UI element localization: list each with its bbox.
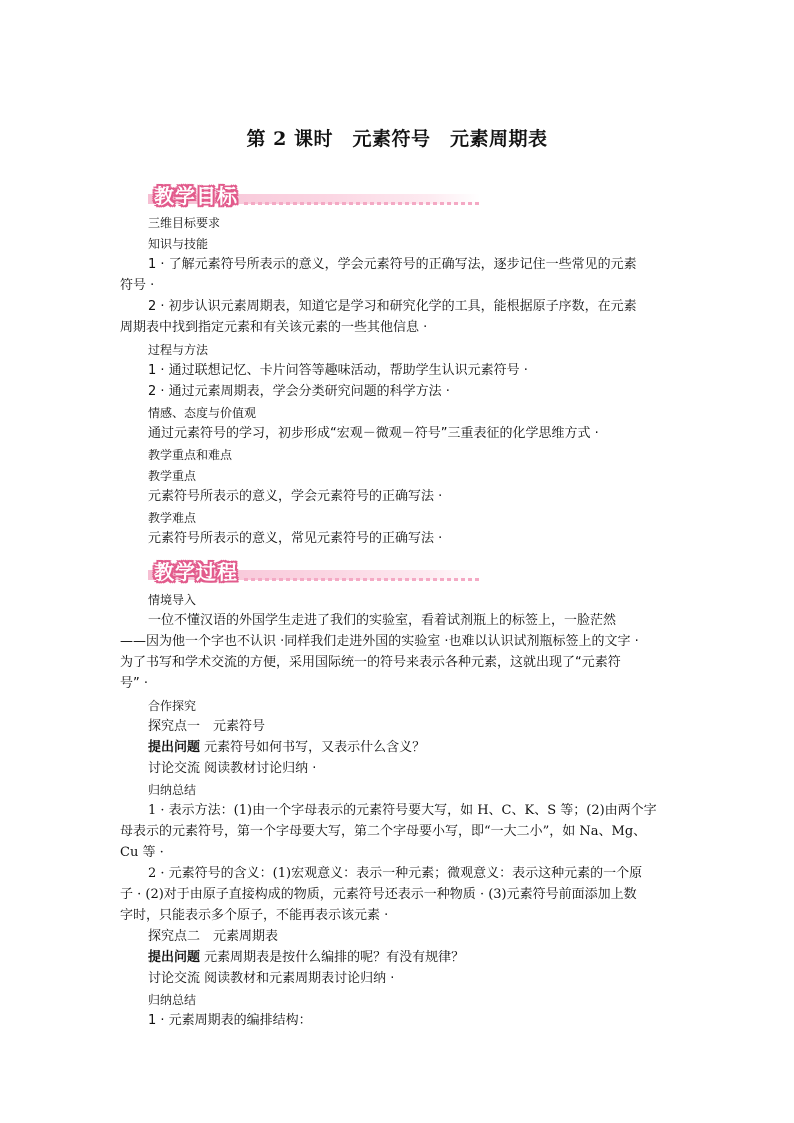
- section-banner-teaching-process: [148, 556, 480, 582]
- text-line: [148, 970, 394, 988]
- text-line: 符号 ·: [120, 278, 155, 293]
- banner-decoration: [244, 202, 480, 205]
- text-line: 1 · 通过联想记忆、卡片问答等趣味活动，帮助学生认识元素符号 ·: [148, 363, 528, 378]
- text-line: [148, 760, 316, 778]
- text-line: 2 · 元素符号的含义：(1)宏观意义：表示一种元素；微观意义：表示这种元素的一个原: [148, 866, 643, 881]
- text-line: 2 · 通过元素周期表，学会分类研究问题的科学方法 ·: [148, 384, 450, 399]
- question-text: 元素符号如何书写，又表示什么含义？: [204, 740, 426, 755]
- text-line: 通过元素符号的学习，初步形成“宏观－微观－符号”三重表征的化学思维方式 ·: [148, 426, 599, 441]
- label-discussion: 讨论交流: [148, 971, 201, 986]
- banner-label: 教学过程: [154, 560, 238, 584]
- text-line: 2 · 初步认识元素周期表，知道它是学习和研究化学的工具，能根据原子序数，在元素: [148, 299, 637, 314]
- text-line: 为了书写和学术交流的方便，采用国际统一的符号来表示各种元素，这就出现了“元素符: [120, 655, 621, 670]
- text-line: 归纳总结: [148, 993, 197, 1007]
- text-line: 子 · (2)对于由原子直接构成的物质，元素符号还表示一种物质 · (3)元素符号前面添加上数: [120, 887, 637, 902]
- banner-decoration: [244, 578, 480, 581]
- text-line: 教学重点和难点: [148, 448, 233, 462]
- text-line: 过程与方法: [148, 343, 209, 357]
- text-line: 归纳总结: [148, 783, 197, 797]
- label-discussion: 讨论交流: [148, 761, 201, 776]
- text-line: 字时，只能表示多个原子，不能再表示该元素 ·: [120, 908, 389, 923]
- text-line: 情境导入: [148, 593, 197, 607]
- discussion-text: 阅读教材讨论归纳 ·: [204, 761, 317, 776]
- discussion-text: 阅读教材和元素周期表讨论归纳 ·: [204, 971, 395, 986]
- text-line: 一位不懂汉语的外国学生走进了我们的实验室，看着试剂瓶上的标签上，一脸茫然: [148, 613, 617, 628]
- text-line: Cu 等 ·: [120, 845, 164, 860]
- text-line: 1 · 了解元素符号所表示的意义，学会元素符号的正确写法，逐步记住一些常见的元素: [148, 257, 637, 272]
- text-line: 合作探究: [148, 699, 197, 713]
- text-line: 探究点二 元素周期表: [148, 929, 279, 944]
- label-raise-question: 提出问题: [148, 950, 201, 965]
- text-line: 元素符号所表示的意义，学会元素符号的正确写法 ·: [148, 489, 443, 504]
- question-text: 元素周期表是按什么编排的呢？有没有规律？: [204, 950, 465, 965]
- text-line: 教学重点: [148, 469, 197, 483]
- banner-label: 教学目标: [154, 184, 238, 208]
- text-line: 三维目标要求: [148, 216, 221, 230]
- text-line: 1 · 表示方法：(1)由一个字母表示的元素符号要大写，如 H、C、K、S 等；(2)由两个字: [148, 803, 657, 818]
- text-line: 母表示的元素符号，第一个字母要大写，第二个字母要小写，即“一大二小”，如 Na、Mg、: [120, 824, 647, 839]
- text-line: 探究点一 元素符号: [148, 719, 266, 734]
- page-title: 第 2 课时 元素符号 元素周期表: [246, 128, 548, 150]
- text-line: [148, 739, 425, 757]
- text-line: ——因为他一个字也不认识 ·同样我们走进外国的实验室 ·也难以认识试剂瓶标签上的文字 ·: [120, 634, 639, 649]
- text-line: 教学难点: [148, 511, 197, 525]
- section-banner-teaching-goals: [148, 180, 480, 206]
- text-line: 元素符号所表示的意义，常见元素符号的正确写法 ·: [148, 531, 443, 546]
- text-line: 情感、态度与价值观: [148, 406, 257, 420]
- label-raise-question: 提出问题: [148, 740, 201, 755]
- text-line: 周期表中找到指定元素和有关该元素的一些其他信息 ·: [120, 320, 428, 335]
- text-line: 号” ·: [120, 676, 148, 691]
- text-line: 1 · 元素周期表的编排结构：: [148, 1013, 312, 1028]
- text-line: [148, 949, 464, 967]
- text-line: 知识与技能: [148, 237, 209, 251]
